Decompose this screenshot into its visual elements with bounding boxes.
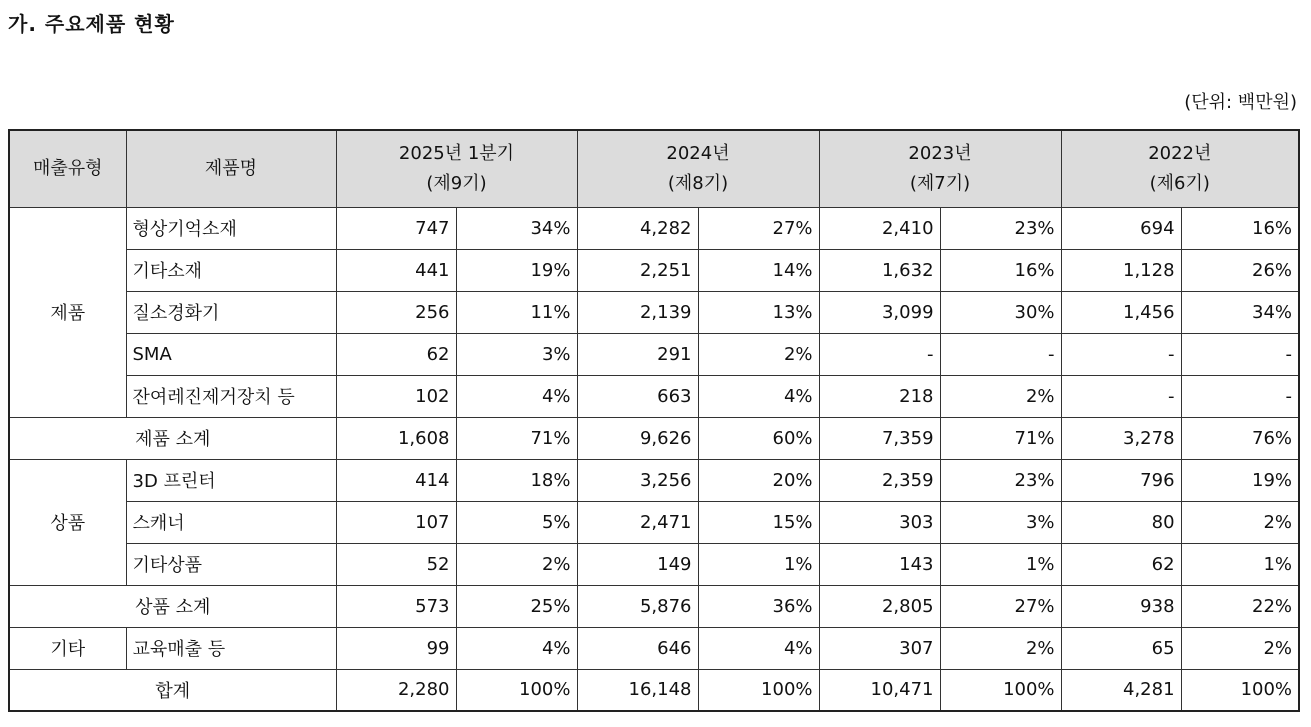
- period-term: (제9기): [426, 172, 487, 194]
- ratio-cell: 76%: [1181, 417, 1299, 459]
- amount-cell: 2,139: [577, 291, 698, 333]
- amount-cell: 663: [577, 375, 698, 417]
- amount-cell: 1,128: [1061, 249, 1181, 291]
- amount-cell: 3,256: [577, 459, 698, 501]
- product-sales-table: [8, 129, 1300, 712]
- amount-cell: 107: [336, 501, 456, 543]
- amount-cell: 1,608: [336, 417, 456, 459]
- product-name-cell: 스캐너: [126, 501, 336, 543]
- table-row: [9, 627, 1299, 669]
- amount-cell: 291: [577, 333, 698, 375]
- amount-cell: 694: [1061, 207, 1181, 249]
- ratio-cell: 4%: [456, 375, 577, 417]
- category-cell: 제품: [9, 207, 126, 417]
- product-name-cell: 교육매출 등: [126, 627, 336, 669]
- ratio-cell: 18%: [456, 459, 577, 501]
- ratio-cell: 2%: [1181, 627, 1299, 669]
- table-row: [9, 543, 1299, 585]
- period-year: 2022년: [1148, 142, 1212, 164]
- product-name-cell: SMA: [126, 333, 336, 375]
- amount-cell: 218: [819, 375, 940, 417]
- ratio-cell: -: [1181, 375, 1299, 417]
- ratio-cell: 15%: [698, 501, 819, 543]
- total-row: [9, 669, 1299, 711]
- amount-cell: 2,280: [336, 669, 456, 711]
- period-year: 2023년: [908, 142, 972, 164]
- period-term: (제6기): [1149, 172, 1210, 194]
- ratio-cell: 2%: [940, 375, 1061, 417]
- table-row: [9, 207, 1299, 249]
- ratio-cell: 36%: [698, 585, 819, 627]
- product-name-cell: 기타상품: [126, 543, 336, 585]
- ratio-cell: 5%: [456, 501, 577, 543]
- amount-cell: -: [819, 333, 940, 375]
- subtotal-row: [9, 585, 1299, 627]
- amount-cell: 441: [336, 249, 456, 291]
- ratio-cell: 19%: [456, 249, 577, 291]
- ratio-cell: -: [940, 333, 1061, 375]
- amount-cell: -: [1061, 375, 1181, 417]
- amount-cell: 2,359: [819, 459, 940, 501]
- ratio-cell: 30%: [940, 291, 1061, 333]
- col-header-product: 제품명: [126, 130, 336, 207]
- amount-cell: 4,282: [577, 207, 698, 249]
- category-cell: 상품: [9, 459, 126, 585]
- amount-cell: 573: [336, 585, 456, 627]
- product-name-cell: 질소경화기: [126, 291, 336, 333]
- table-row: [9, 249, 1299, 291]
- amount-cell: 303: [819, 501, 940, 543]
- amount-cell: 4,281: [1061, 669, 1181, 711]
- table-row: [9, 501, 1299, 543]
- ratio-cell: 1%: [698, 543, 819, 585]
- ratio-cell: 2%: [698, 333, 819, 375]
- ratio-cell: 14%: [698, 249, 819, 291]
- ratio-cell: 27%: [940, 585, 1061, 627]
- amount-cell: 2,410: [819, 207, 940, 249]
- subtotal-label: 상품 소계: [9, 585, 336, 627]
- total-label: 합계: [9, 669, 336, 711]
- ratio-cell: 3%: [940, 501, 1061, 543]
- amount-cell: 938: [1061, 585, 1181, 627]
- ratio-cell: 16%: [940, 249, 1061, 291]
- period-term: (제7기): [909, 172, 971, 194]
- amount-cell: 3,278: [1061, 417, 1181, 459]
- amount-cell: 646: [577, 627, 698, 669]
- ratio-cell: 16%: [1181, 207, 1299, 249]
- amount-cell: 796: [1061, 459, 1181, 501]
- amount-cell: 149: [577, 543, 698, 585]
- ratio-cell: 34%: [456, 207, 577, 249]
- ratio-cell: 1%: [940, 543, 1061, 585]
- amount-cell: 80: [1061, 501, 1181, 543]
- period-year: 2025년 1분기: [398, 142, 515, 164]
- subtotal-row: [9, 417, 1299, 459]
- amount-cell: 62: [1061, 543, 1181, 585]
- table-row: [9, 291, 1299, 333]
- product-name-cell: 잔여레진제거장치 등: [126, 375, 336, 417]
- ratio-cell: 19%: [1181, 459, 1299, 501]
- ratio-cell: -: [1181, 333, 1299, 375]
- ratio-cell: 2%: [1181, 501, 1299, 543]
- ratio-cell: 11%: [456, 291, 577, 333]
- ratio-cell: 4%: [698, 627, 819, 669]
- period-term: (제8기): [667, 172, 729, 194]
- ratio-cell: 2%: [940, 627, 1061, 669]
- amount-cell: 307: [819, 627, 940, 669]
- col-header-period: [336, 130, 577, 207]
- ratio-cell: 100%: [456, 669, 577, 711]
- period-year: 2024년: [666, 142, 730, 164]
- table-row: [9, 459, 1299, 501]
- ratio-cell: 100%: [940, 669, 1061, 711]
- ratio-cell: 23%: [940, 207, 1061, 249]
- ratio-cell: 34%: [1181, 291, 1299, 333]
- ratio-cell: 13%: [698, 291, 819, 333]
- product-name-cell: 3D 프린터: [126, 459, 336, 501]
- amount-cell: 2,805: [819, 585, 940, 627]
- header-row: [9, 130, 1299, 207]
- ratio-cell: 71%: [456, 417, 577, 459]
- amount-cell: 99: [336, 627, 456, 669]
- amount-cell: 52: [336, 543, 456, 585]
- ratio-cell: 23%: [940, 459, 1061, 501]
- unit-label: (단위: 백만원): [1184, 92, 1297, 113]
- amount-cell: 256: [336, 291, 456, 333]
- amount-cell: 3,099: [819, 291, 940, 333]
- col-header-period: [1061, 130, 1299, 207]
- ratio-cell: 20%: [698, 459, 819, 501]
- ratio-cell: 2%: [456, 543, 577, 585]
- ratio-cell: 4%: [698, 375, 819, 417]
- amount-cell: 414: [336, 459, 456, 501]
- table-row: [9, 333, 1299, 375]
- amount-cell: 9,626: [577, 417, 698, 459]
- ratio-cell: 3%: [456, 333, 577, 375]
- table-row: [9, 375, 1299, 417]
- product-name-cell: 형상기억소재: [126, 207, 336, 249]
- ratio-cell: 25%: [456, 585, 577, 627]
- ratio-cell: 27%: [698, 207, 819, 249]
- amount-cell: 2,471: [577, 501, 698, 543]
- amount-cell: 10,471: [819, 669, 940, 711]
- col-header-type: 매출유형: [9, 130, 126, 207]
- ratio-cell: 71%: [940, 417, 1061, 459]
- col-header-period: [819, 130, 1061, 207]
- ratio-cell: 4%: [456, 627, 577, 669]
- section-title: 가. 주요제품 현황: [8, 12, 175, 36]
- amount-cell: 16,148: [577, 669, 698, 711]
- product-name-cell: 기타소재: [126, 249, 336, 291]
- category-cell: 기타: [9, 627, 126, 669]
- col-header-period: [577, 130, 819, 207]
- ratio-cell: 22%: [1181, 585, 1299, 627]
- ratio-cell: 100%: [1181, 669, 1299, 711]
- ratio-cell: 26%: [1181, 249, 1299, 291]
- subtotal-label: 제품 소계: [9, 417, 336, 459]
- ratio-cell: 60%: [698, 417, 819, 459]
- amount-cell: 747: [336, 207, 456, 249]
- amount-cell: 1,632: [819, 249, 940, 291]
- amount-cell: 65: [1061, 627, 1181, 669]
- ratio-cell: 100%: [698, 669, 819, 711]
- amount-cell: 2,251: [577, 249, 698, 291]
- amount-cell: 7,359: [819, 417, 940, 459]
- amount-cell: -: [1061, 333, 1181, 375]
- amount-cell: 62: [336, 333, 456, 375]
- ratio-cell: 1%: [1181, 543, 1299, 585]
- amount-cell: 143: [819, 543, 940, 585]
- amount-cell: 1,456: [1061, 291, 1181, 333]
- amount-cell: 102: [336, 375, 456, 417]
- amount-cell: 5,876: [577, 585, 698, 627]
